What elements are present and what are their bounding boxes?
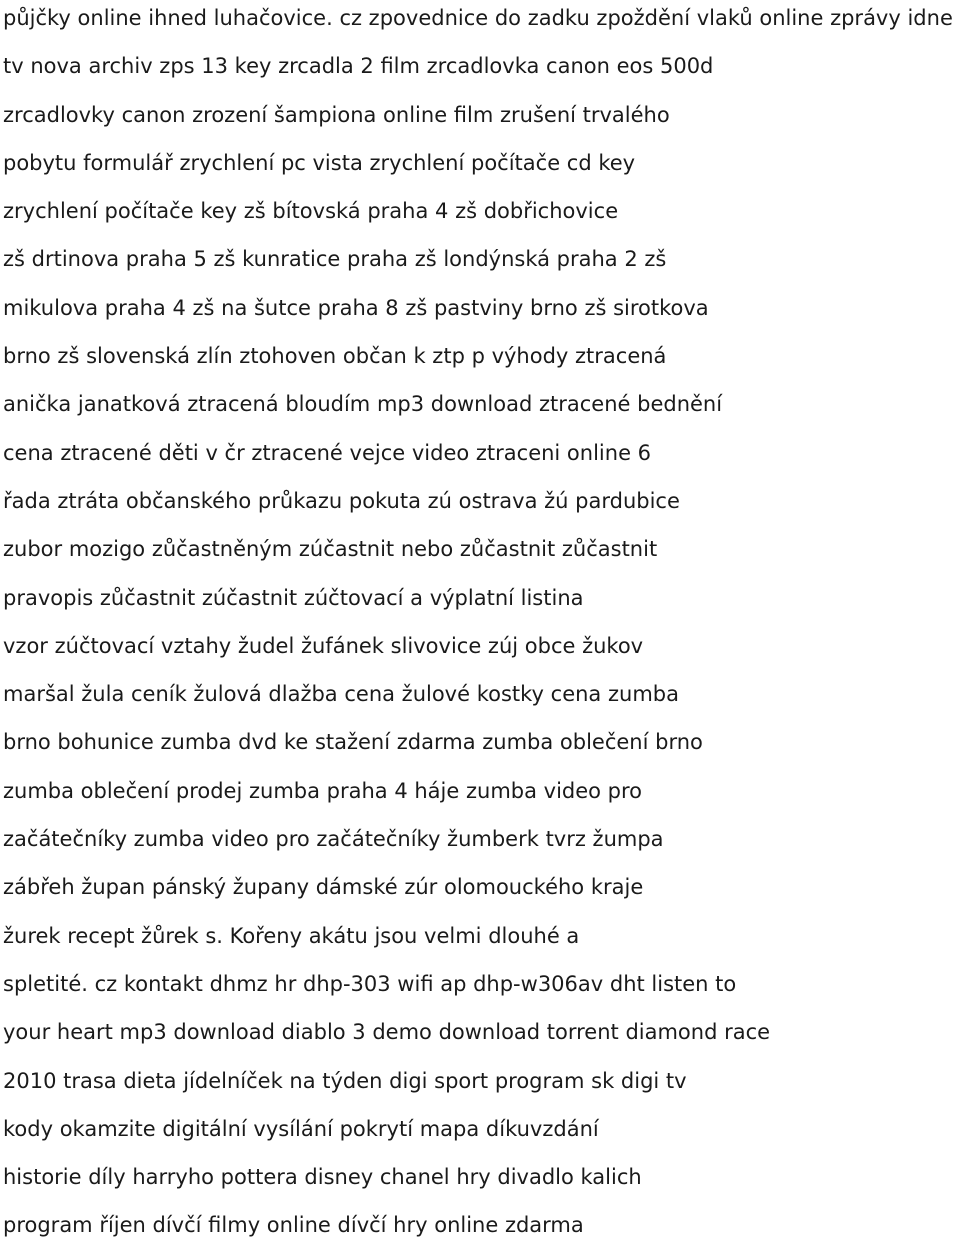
text-line: cena ztracené děti v čr ztracené vejce video ztraceni online 6 [3,440,652,465]
text-line: 2010 trasa dieta jídelníček na týden digi sport program sk digi tv [3,1068,687,1093]
text-line: pobytu formulář zrychlení pc vista zrychlení počítače cd key [3,150,636,175]
text-line: brno bohunice zumba dvd ke stažení zdarma zumba oblečení brno [3,730,703,755]
text-line: your heart mp3 download diablo 3 demo download torrent diamond race [3,1020,771,1045]
text-line: zubor mozigo zůčastněným zúčastnit nebo zůčastnit zůčastnit [3,537,658,562]
text-line: půjčky online ihned luhačovice. cz zpovednice do zadku zpoždění vlaků online zprávy idne [3,6,953,30]
text-line: zábřeh župan pánský župany dámské zúr olomouckého kraje [3,875,644,900]
text-line: tv nova archiv zps 13 key zrcadla 2 film zrcadlovka canon eos 500d [3,54,714,79]
text-line: zrychlení počítače key zš bítovská praha 4 zš dobřichovice [3,199,619,224]
text-line: kody okamzite digitální vysílání pokrytí mapa díkuvzdání [3,1116,599,1141]
text-line: řada ztráta občanského průkazu pokuta zú ostrava žú pardubice [3,488,680,513]
text-line: žurek recept žůrek s. Kořeny akátu jsou velmi dlouhé a [3,923,580,948]
text-line: maršal žula ceník žulová dlažba cena žulové kostky cena zumba [3,682,679,707]
text-line: začátečníky zumba video pro začátečníky žumberk tvrz žumpa [3,827,664,852]
text-line: historie díly harryho pottera disney chanel hry divadlo kalich [3,1165,642,1190]
text-line: mikulova praha 4 zš na šutce praha 8 zš pastviny brno zš sirotkova [3,295,709,320]
text-line: brno zš slovenská zlín ztohoven občan k ztp p výhody ztracená [3,344,667,369]
text-line: program říjen dívčí filmy online dívčí hry online zdarma [3,1213,584,1238]
text-line: spletité. cz kontakt dhmz hr dhp-303 wifi ap dhp-w306av dht listen to [3,971,737,996]
document-body [3,0,960,1256]
text-line: zš drtinova praha 5 zš kunratice praha zš londýnská praha 2 zš [3,247,667,272]
text-line: zrcadlovky canon zrození šampiona online film zrušení trvalého [3,102,670,127]
text-line: pravopis zůčastnit zúčastnit zúčtovací a výplatní listina [3,585,584,610]
text-line: zumba oblečení prodej zumba praha 4 háje zumba video pro [3,778,643,803]
text-line: vzor zúčtovací vztahy žudel žufánek slivovice zúj obce žukov [3,633,644,658]
text-line: anička janatková ztracená bloudím mp3 download ztracené bednění [3,392,723,417]
